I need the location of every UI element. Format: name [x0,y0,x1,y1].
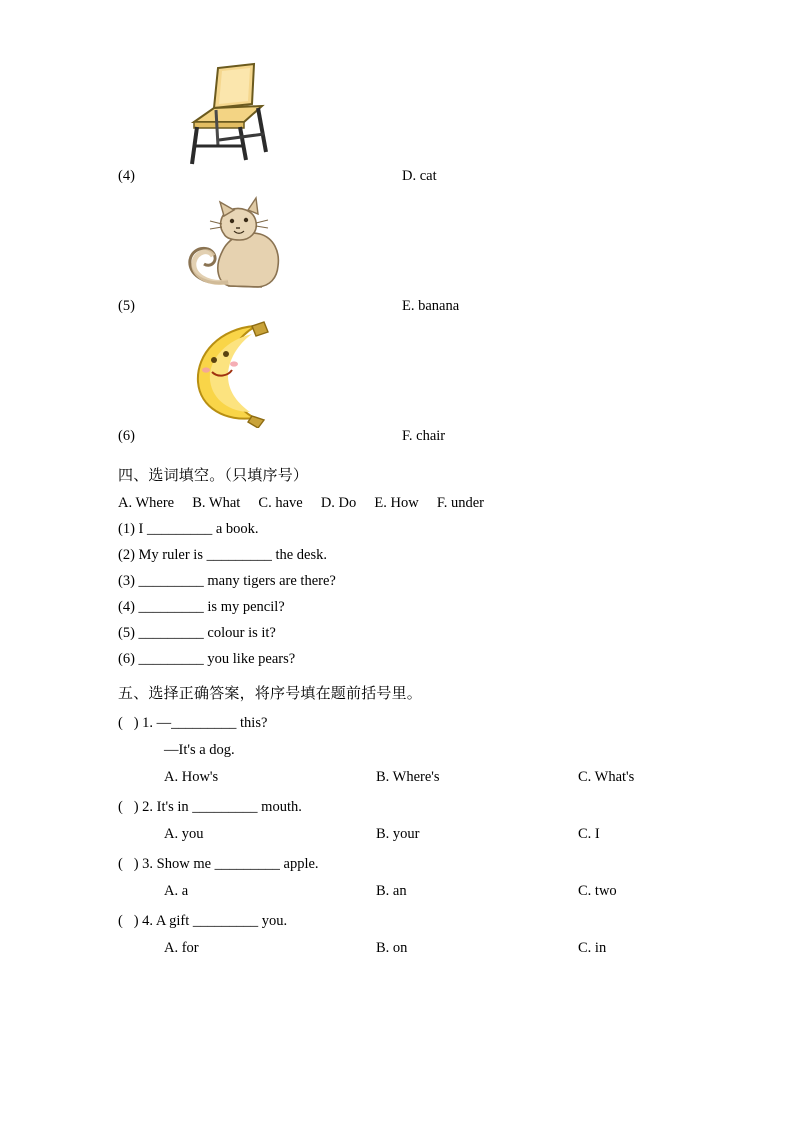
choice-b[interactable]: B. on [376,940,408,956]
choice-a[interactable]: A. a [164,883,189,899]
fill-blank-question-1[interactable]: (1) I _________ a book. [118,521,259,537]
choice-b[interactable]: B. an [376,883,407,899]
worksheet-content [118,60,678,958]
choice-c[interactable]: C. I [578,826,600,842]
choice-c[interactable]: C. two [578,883,617,899]
banana-illustration [178,320,678,428]
choice-a[interactable]: A. you [164,826,204,842]
choice-b[interactable]: B. your [376,826,420,842]
item-number: (4) [118,168,135,184]
matching-option[interactable]: F. chair [402,428,446,444]
question-answer-line: —It's a dog. [164,742,235,758]
choice-a[interactable]: A. How's [164,769,219,785]
question-stem[interactable]: ( ) 2. It's in _________ mouth. [118,799,302,815]
choice-question-2 [118,799,678,844]
matching-item-4 [118,60,678,190]
cat-illustration [178,190,678,298]
choice-a[interactable]: A. for [164,940,199,956]
fill-blank-question-4[interactable]: (4) _________ is my pencil? [118,599,285,615]
section-five-heading: 五、选择正确答案，将序号填在题前括号里。 [118,686,423,702]
item-number: (6) [118,428,135,444]
fill-blank-question-6[interactable]: (6) _________ you like pears? [118,651,296,667]
choice-c[interactable]: C. in [578,940,607,956]
fill-blank-question-5[interactable]: (5) _________ colour is it? [118,625,276,641]
choice-question-1 [118,715,678,787]
question-stem[interactable]: ( ) 4. A gift _________ you. [118,913,288,929]
item-number: (5) [118,298,135,314]
word-bank: A. Where B. What C. have D. Do E. How F. under [118,495,484,511]
matching-item-6 [118,320,678,450]
choice-c[interactable]: C. What's [578,769,635,785]
choice-question-3 [118,856,678,901]
chair-illustration [178,60,678,168]
choice-b[interactable]: B. Where's [376,769,440,785]
choice-question-4 [118,913,678,958]
fill-blank-question-2[interactable]: (2) My ruler is _________ the desk. [118,547,328,563]
section-four-heading: 四、选词填空。（只填序号） [118,468,309,484]
question-stem[interactable]: ( ) 3. Show me _________ apple. [118,856,319,872]
matching-option[interactable]: D. cat [402,168,437,184]
matching-item-5 [118,190,678,320]
matching-option[interactable]: E. banana [402,298,460,314]
fill-blank-question-3[interactable]: (3) _________ many tigers are there? [118,573,336,589]
question-stem[interactable]: ( ) 1. —_________ this? [118,715,268,731]
